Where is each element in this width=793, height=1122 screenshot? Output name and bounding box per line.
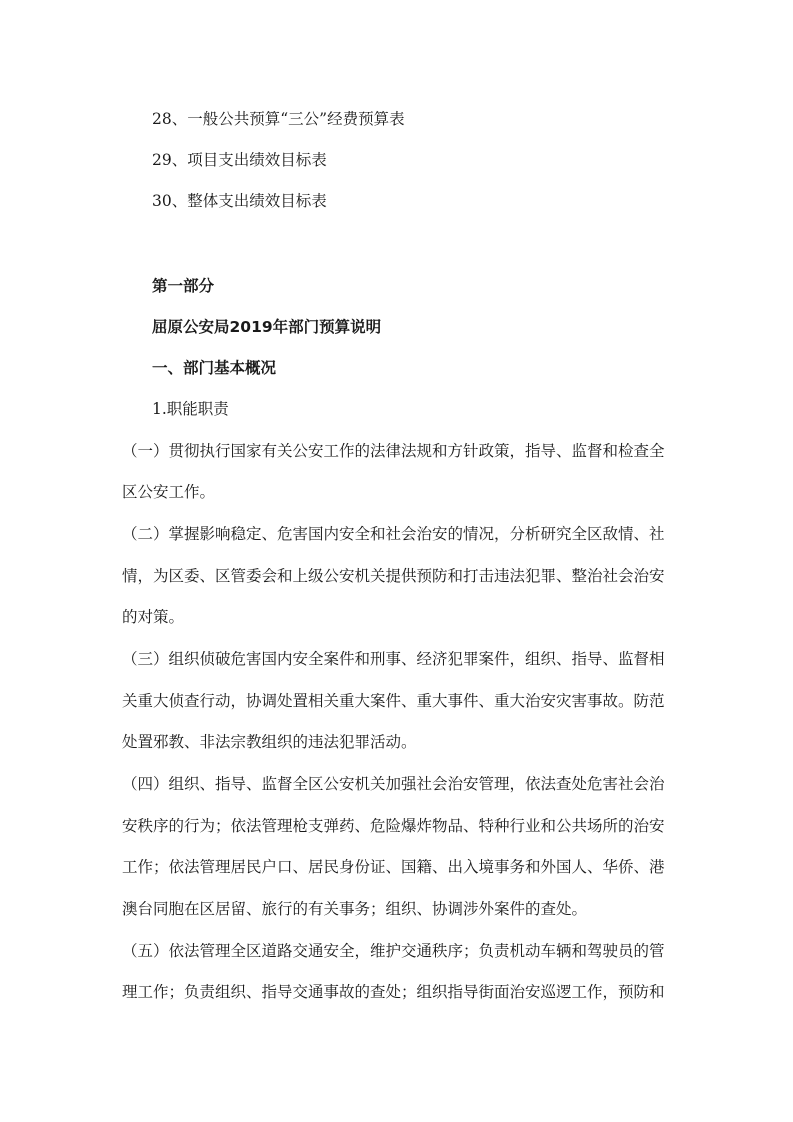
paragraph-line: （二）掌握影响稳定、危害国内安全和社会治安的情况，分析研究全区敌情、社 <box>122 525 665 543</box>
paragraph-line: 工作；依法管理居民户口、居民身份证、国籍、出入境事务和外国人、华侨、港 <box>122 858 665 876</box>
paragraph-line: 区公安工作。 <box>122 483 216 501</box>
paragraph-line: （一）贯彻执行国家有关公安工作的法律法规和方针政策，指导、监督和检查全 <box>122 442 665 460</box>
list-item: 28、一般公共预算“三公”经费预算表 <box>152 110 405 128</box>
paragraph-line: （三）组织侦破危害国内安全案件和刑事、经济犯罪案件，组织、指导、监督相 <box>122 650 665 668</box>
subsection-heading: 1.职能职责 <box>152 400 229 418</box>
section-heading: 一、部门基本概况 <box>152 359 277 377</box>
document-title: 屈原公安局2019年部门预算说明 <box>152 318 382 336</box>
paragraph-line: 处置邪教、非法宗教组织的违法犯罪活动。 <box>122 733 417 751</box>
paragraph-line: 安秩序的行为；依法管理枪支弹药、危险爆炸物品、特种行业和公共场所的治安 <box>122 817 665 835</box>
part-title: 第一部分 <box>152 277 215 295</box>
list-item: 29、项目支出绩效目标表 <box>152 151 327 169</box>
paragraph-line: 关重大侦查行动，协调处置相关重大案件、重大事件、重大治安灾害事故。防范 <box>122 692 665 710</box>
list-item: 30、整体支出绩效目标表 <box>152 192 327 210</box>
paragraph-line: 情，为区委、区管委会和上级公安机关提供预防和打击违法犯罪、整治社会治安 <box>122 567 665 585</box>
paragraph-line: （五）依法管理全区道路交通安全，维护交通秩序；负责机动车辆和驾驶员的管 <box>122 942 665 960</box>
paragraph-line: （四）组织、指导、监督全区公安机关加强社会治安管理，依法查处危害社会治 <box>122 775 665 793</box>
paragraph-line: 的对策。 <box>122 608 185 626</box>
paragraph-line: 理工作；负责组织、指导交通事故的查处；组织指导街面治安巡逻工作，预防和 <box>122 983 665 1001</box>
paragraph-line: 澳台同胞在区居留、旅行的有关事务；组织、协调涉外案件的查处。 <box>122 900 588 918</box>
